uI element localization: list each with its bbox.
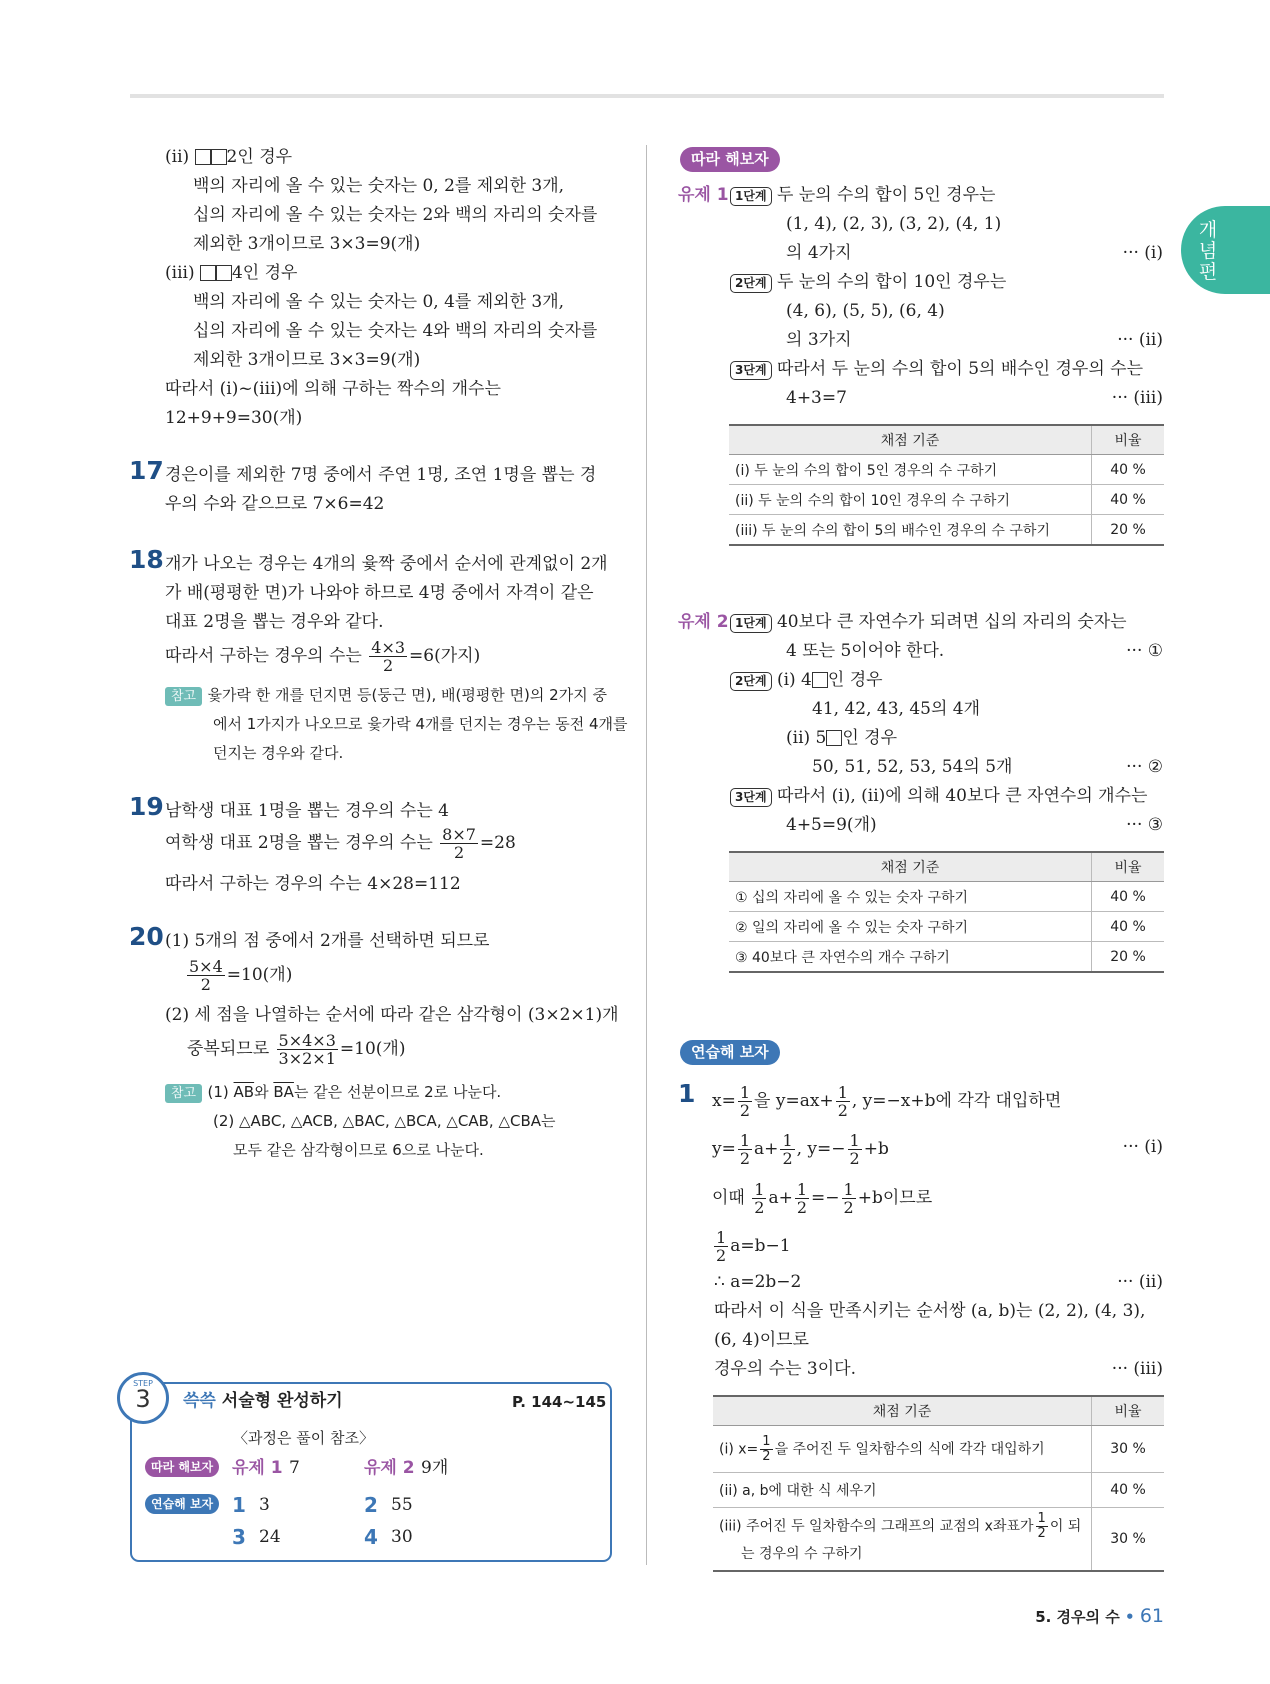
u1-step2: 2단계 두 눈의 수의 합이 10인 경우는 bbox=[730, 271, 1006, 293]
follow-pill: 따라 해보자 bbox=[680, 147, 780, 172]
step-badge: 3단계 bbox=[730, 788, 772, 807]
problem-number: 17 bbox=[129, 456, 164, 485]
u2-step1: 1단계 40보다 큰 자연수가 되려면 십의 자리의 숫자는 bbox=[730, 611, 1127, 633]
summary-title: 쓱쓱 서술형 완성하기 bbox=[183, 1391, 343, 1411]
case-ii-heading: (ii) 2인 경우 bbox=[165, 147, 293, 167]
p20-note: 참고 (1) $\overline{AB}$와 $\overline{BA}$는 같은 선분이므로 2로 나눈다. bbox=[165, 1081, 501, 1103]
blank-box bbox=[200, 265, 216, 281]
p19-line3: 따라서 구하는 경우의 수는 4×28=112 bbox=[165, 874, 461, 894]
table-header: 채점 기준 bbox=[713, 1396, 1092, 1426]
table-header: 비율 bbox=[1092, 1396, 1165, 1426]
case-iii-heading: (iii) 4인 경우 bbox=[165, 263, 298, 283]
table-row: (ii) 두 눈의 수의 합이 10인 경우의 수 구하기 40 % bbox=[729, 485, 1164, 515]
p20-line1: (1) 5개의 점 중에서 2개를 선택하면 되므로 bbox=[165, 931, 490, 951]
step-badge: 1단계 bbox=[730, 187, 772, 206]
u1-criteria-table bbox=[729, 424, 1164, 546]
table-row: ① 십의 자리에 올 수 있는 숫자 구하기 40 % bbox=[729, 882, 1164, 912]
p1-mark-iii: ··· (iii) bbox=[1111, 1359, 1163, 1379]
fraction: $\frac{4\times 3}{2}$ bbox=[371, 638, 406, 675]
u2-step2: 2단계 (i) 4 인 경우 bbox=[730, 669, 883, 691]
u2-step2-line2: 41, 42, 43, 45의 4개 bbox=[812, 699, 981, 719]
p19-line2: 여학생 대표 2명을 뽑는 경우의 수는 $\frac{8\times 7}{2}$ =28 bbox=[165, 825, 516, 862]
table-header: 채점 기준 bbox=[729, 852, 1092, 882]
p1-line2: y= $\frac{1}{2}$ a+ $\frac{1}{2}$ , y=− $\frac{1}{2}$ +b bbox=[712, 1131, 889, 1168]
p1-criteria-table bbox=[713, 1395, 1164, 1572]
conclusion-line2: 12+9+9=30(개) bbox=[165, 408, 303, 428]
footer-dot: • bbox=[1124, 1608, 1135, 1626]
u1-step2-line3: 의 3가지 bbox=[786, 330, 852, 350]
blank-box bbox=[826, 730, 842, 746]
u2-mark-3: ··· ③ bbox=[1126, 815, 1163, 835]
summary-u2-value: 9개 bbox=[421, 1458, 449, 1478]
page-number: 61 bbox=[1139, 1605, 1164, 1627]
p1-line4: $\frac{1}{2}$ a=b−1 bbox=[716, 1228, 791, 1265]
p18-note-line2: 에서 1가지가 나오므로 윷가락 4개를 던지는 경우는 동전 4개를 bbox=[213, 715, 628, 733]
column-divider bbox=[646, 145, 647, 1565]
table-row: ③ 40보다 큰 자연수의 개수 구하기 20 % bbox=[729, 942, 1164, 973]
summary-u1-value: 7 bbox=[289, 1458, 300, 1478]
fraction: $\frac{5\times 4}{2}$ bbox=[189, 957, 223, 994]
p1-line7: (6, 4)이므로 bbox=[714, 1330, 809, 1350]
table-header: 비율 bbox=[1092, 852, 1165, 882]
summary-u2-label: 유제 2 bbox=[364, 1458, 415, 1478]
summary-val: 30 bbox=[391, 1527, 413, 1547]
case-iii-line3: 제외한 3개이므로 3×3=9(개) bbox=[193, 350, 421, 370]
u2-step1-line2: 4 또는 5이어야 한다. bbox=[786, 641, 945, 661]
p20-note-line3: 모두 같은 삼각형이므로 6으로 나눈다. bbox=[233, 1141, 484, 1159]
u1-mark-iii: ··· (iii) bbox=[1111, 388, 1163, 408]
summary-u1-label: 유제 1 bbox=[232, 1458, 283, 1478]
u1-step2-line2: (4, 6), (5, 5), (6, 4) bbox=[786, 301, 945, 321]
summary-val: 24 bbox=[259, 1527, 281, 1547]
side-tab-label: 개 념 편 bbox=[1198, 219, 1218, 283]
follow-tag: 따라 해보자 bbox=[145, 1457, 219, 1477]
blank-box bbox=[812, 672, 828, 688]
u2-criteria-table bbox=[729, 851, 1164, 973]
problem-number: 1 bbox=[678, 1079, 696, 1108]
table-row: ② 일의 자리에 올 수 있는 숫자 구하기 40 % bbox=[729, 912, 1164, 942]
p1-line6: 따라서 이 식을 만족시키는 순서쌍 (a, b)는 (2, 2), (4, 3), bbox=[714, 1301, 1146, 1321]
case-iii-line1: 백의 자리에 올 수 있는 숫자는 0, 4를 제외한 3개, bbox=[193, 292, 565, 312]
p18-note-line3: 던지는 경우와 같다. bbox=[213, 744, 344, 762]
p20-line2: $\frac{5\times 4}{2}$ =10(개) bbox=[189, 957, 293, 994]
practice-pill: 연습해 보자 bbox=[680, 1040, 780, 1065]
summary-num: 2 bbox=[364, 1493, 378, 1517]
chapter-title: 5. 경우의 수 bbox=[1035, 1608, 1120, 1626]
p20-line3: (2) 세 점을 나열하는 순서에 따라 같은 삼각형이 (3×2×1)개 bbox=[165, 1005, 619, 1025]
u1-step1-line2: (1, 4), (2, 3), (3, 2), (4, 1) bbox=[786, 214, 1002, 234]
step-badge: 2단계 bbox=[730, 672, 772, 691]
practice-tag: 연습해 보자 bbox=[145, 1494, 219, 1514]
step-badge: 3단계 bbox=[730, 361, 772, 380]
p17-line1: 경은이를 제외한 7명 중에서 주연 1명, 조연 1명을 뽑는 경 bbox=[165, 465, 597, 485]
problem-number: 19 bbox=[129, 792, 164, 821]
table-row: (iii) 주어진 두 일차함수의 그래프의 교점의 x좌표가 $\frac{1}{2}$ 이 되 는 경우의 수 구하기 30 % bbox=[713, 1508, 1164, 1572]
summary-pages: P. 144~145 bbox=[512, 1393, 607, 1411]
case-ii-line2: 십의 자리에 올 수 있는 숫자는 2와 백의 자리의 숫자를 bbox=[193, 205, 598, 225]
u2-step3-line2: 4+5=9(개) bbox=[786, 815, 877, 835]
u2-step2-line3: (ii) 5 인 경우 bbox=[786, 728, 898, 748]
u1-mark-ii: ··· (ii) bbox=[1117, 330, 1163, 350]
u2-mark-2: ··· ② bbox=[1126, 757, 1163, 777]
p1-mark-i: ··· (i) bbox=[1122, 1137, 1163, 1157]
step-badge: 2단계 bbox=[730, 274, 772, 293]
case-iii-line2: 십의 자리에 올 수 있는 숫자는 4와 백의 자리의 숫자를 bbox=[193, 321, 598, 341]
blank-box bbox=[211, 149, 227, 165]
table-row: (i) x= $\frac{1}{2}$ 을 주어진 두 일차함수의 식에 각각 대입하기 30 % bbox=[713, 1426, 1164, 1473]
p17-line2: 우의 수와 같으므로 7×6=42 bbox=[165, 494, 385, 514]
u2-mark-1: ··· ① bbox=[1126, 641, 1163, 661]
summary-val: 3 bbox=[259, 1495, 270, 1515]
table-row: (ii) a, b에 대한 식 세우기 40 % bbox=[713, 1473, 1164, 1508]
fraction: $\frac{5\times 4\times 3}{3\times 2\times 1}$ bbox=[278, 1031, 336, 1068]
u2-label: 유제 2 bbox=[678, 612, 729, 632]
top-rule bbox=[130, 94, 1164, 98]
problem-number: 18 bbox=[129, 545, 164, 574]
case-ii-line1: 백의 자리에 올 수 있는 숫자는 0, 2를 제외한 3개, bbox=[193, 176, 565, 196]
page-footer bbox=[1035, 1605, 1164, 1627]
p1-line3: 이때 $\frac{1}{2}$ a+ $\frac{1}{2}$ =− $\frac{1}{2}$ +b이므로 bbox=[712, 1180, 933, 1217]
p19-line1: 남학생 대표 1명을 뽑는 경우의 수는 4 bbox=[165, 801, 449, 821]
u1-step1: 1단계 두 눈의 수의 합이 5인 경우는 bbox=[730, 184, 995, 206]
summary-num: 4 bbox=[364, 1525, 378, 1549]
p20-note-line2: (2) △ABC, △ACB, △BAC, △BCA, △CAB, △CBA는 bbox=[213, 1112, 556, 1130]
p18-note: 참고 윷가락 한 개를 던지면 등(둥근 면), 배(평평한 면)의 2가지 중 bbox=[165, 684, 607, 706]
side-tab[interactable] bbox=[1181, 206, 1270, 294]
table-header: 채점 기준 bbox=[729, 425, 1092, 455]
blank-box bbox=[216, 265, 232, 281]
case-ii-line3: 제외한 3개이므로 3×3=9(개) bbox=[193, 234, 421, 254]
u1-step1-line3: 의 4가지 bbox=[786, 243, 852, 263]
step-badge: 1단계 bbox=[730, 614, 772, 633]
u1-step3-line2: 4+3=7 bbox=[786, 388, 847, 408]
conclusion-line1: 따라서 (i)~(iii)에 의해 구하는 짝수의 개수는 bbox=[165, 379, 501, 399]
step-badge: STEP 3 bbox=[117, 1372, 169, 1424]
p18-line1: 개가 나오는 경우는 4개의 윷짝 중에서 순서에 관계없이 2개 bbox=[165, 554, 608, 574]
u2-step3: 3단계 따라서 (i), (ii)에 의해 40보다 큰 자연수의 개수는 bbox=[730, 785, 1147, 807]
u2-step2-line4: 50, 51, 52, 53, 54의 5개 bbox=[812, 757, 1013, 777]
p1-line8: 경우의 수는 3이다. bbox=[714, 1359, 856, 1379]
p20-line4: 중복되므로 $\frac{5\times 4\times 3}{3\times 2\times 1}$ =10(개) bbox=[187, 1031, 406, 1068]
p18-line2: 가 배(평평한 면)가 나와야 하므로 4명 중에서 자격이 같은 bbox=[165, 583, 594, 603]
summary-val: 55 bbox=[391, 1495, 413, 1515]
note-tag: 참고 bbox=[165, 1084, 202, 1103]
p18-line4: 따라서 구하는 경우의 수는 $\frac{4\times 3}{2}$ =6(가지) bbox=[165, 638, 481, 675]
u1-label: 유제 1 bbox=[678, 185, 729, 205]
table-row: (i) 두 눈의 수의 합이 5인 경우의 수 구하기 40 % bbox=[729, 455, 1164, 485]
u1-step3: 3단계 따라서 두 눈의 수의 합이 5의 배수인 경우의 수는 bbox=[730, 358, 1143, 380]
fraction: $\frac{8\times 7}{2}$ bbox=[442, 825, 476, 862]
problem-number: 20 bbox=[129, 922, 164, 951]
p18-line3: 대표 2명을 뽑는 경우와 같다. bbox=[165, 612, 384, 632]
p1-mark-ii: ··· (ii) bbox=[1117, 1272, 1163, 1292]
summary-num: 1 bbox=[232, 1493, 246, 1517]
note-tag: 참고 bbox=[165, 687, 202, 706]
p1-line5: ∴ a=2b−2 bbox=[714, 1272, 802, 1292]
summary-note: 〈과정은 풀이 참조〉 bbox=[233, 1429, 374, 1447]
table-header: 비율 bbox=[1092, 425, 1165, 455]
blank-box bbox=[195, 149, 211, 165]
u1-mark-i: ··· (i) bbox=[1122, 243, 1163, 263]
p1-line1: x= $\frac{1}{2}$ 을 y=ax+ $\frac{1}{2}$ , y=−x+b에 각각 대입하면 bbox=[712, 1083, 1062, 1120]
summary-num: 3 bbox=[232, 1525, 246, 1549]
table-row: (iii) 두 눈의 수의 합이 5의 배수인 경우의 수 구하기 20 % bbox=[729, 515, 1164, 546]
